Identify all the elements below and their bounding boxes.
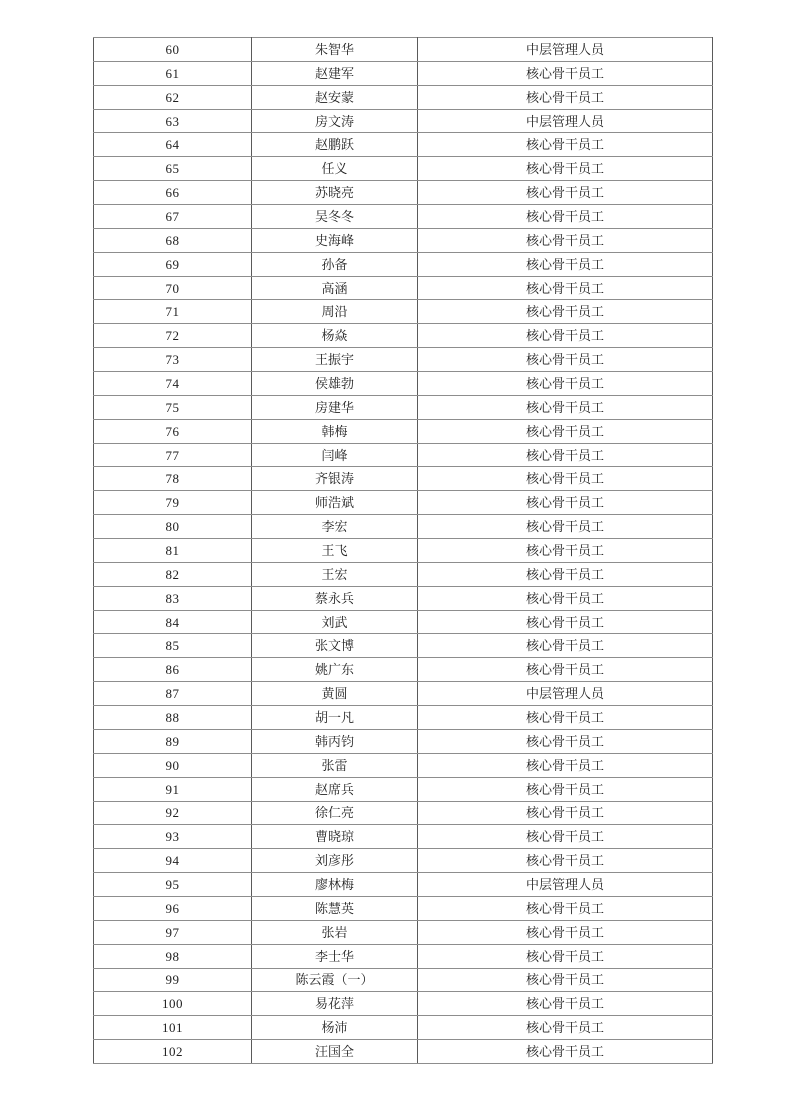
table-row xyxy=(94,1016,713,1040)
employee-name-cell: 高涵 xyxy=(252,276,418,300)
employee-category-cell: 核心骨干员工 xyxy=(418,443,713,467)
row-number-cell: 61 xyxy=(94,61,252,85)
employee-name-cell: 赵安蒙 xyxy=(252,85,418,109)
employee-name-cell: 闫峰 xyxy=(252,443,418,467)
employee-category-cell: 核心骨干员工 xyxy=(418,228,713,252)
employee-name-cell: 张文博 xyxy=(252,634,418,658)
employee-category-cell: 核心骨干员工 xyxy=(418,133,713,157)
table-row xyxy=(94,610,713,634)
employee-category-cell: 核心骨干员工 xyxy=(418,777,713,801)
table-row xyxy=(94,777,713,801)
employee-category-cell: 核心骨干员工 xyxy=(418,920,713,944)
table-row xyxy=(94,706,713,730)
row-number-cell: 84 xyxy=(94,610,252,634)
row-number-cell: 86 xyxy=(94,658,252,682)
table-row xyxy=(94,849,713,873)
row-number-cell: 92 xyxy=(94,801,252,825)
row-number-cell: 85 xyxy=(94,634,252,658)
employee-name-cell: 杨焱 xyxy=(252,324,418,348)
table-row xyxy=(94,825,713,849)
employee-category-cell: 核心骨干员工 xyxy=(418,753,713,777)
employee-category-cell: 核心骨干员工 xyxy=(418,539,713,563)
row-number-cell: 95 xyxy=(94,873,252,897)
employee-category-cell: 核心骨干员工 xyxy=(418,300,713,324)
employee-name-cell: 曹晓琼 xyxy=(252,825,418,849)
row-number-cell: 87 xyxy=(94,682,252,706)
row-number-cell: 101 xyxy=(94,1016,252,1040)
employee-name-cell: 李士华 xyxy=(252,944,418,968)
row-number-cell: 96 xyxy=(94,896,252,920)
row-number-cell: 90 xyxy=(94,753,252,777)
row-number-cell: 91 xyxy=(94,777,252,801)
table-row xyxy=(94,276,713,300)
employee-name-cell: 侯雄勃 xyxy=(252,372,418,396)
employee-name-cell: 赵建军 xyxy=(252,61,418,85)
employee-name-cell: 蔡永兵 xyxy=(252,586,418,610)
employee-name-cell: 齐银涛 xyxy=(252,467,418,491)
employee-category-cell: 核心骨干员工 xyxy=(418,1016,713,1040)
employee-category-cell: 核心骨干员工 xyxy=(418,85,713,109)
table-row xyxy=(94,801,713,825)
employee-name-cell: 任义 xyxy=(252,157,418,181)
employee-name-cell: 陈云霞（一） xyxy=(252,968,418,992)
table-row xyxy=(94,467,713,491)
table-row xyxy=(94,181,713,205)
employee-category-cell: 中层管理人员 xyxy=(418,873,713,897)
employee-name-cell: 杨沛 xyxy=(252,1016,418,1040)
table-row xyxy=(94,753,713,777)
table-row xyxy=(94,85,713,109)
table-row xyxy=(94,348,713,372)
row-number-cell: 98 xyxy=(94,944,252,968)
employee-name-cell: 韩丙钧 xyxy=(252,729,418,753)
employee-category-cell: 核心骨干员工 xyxy=(418,896,713,920)
row-number-cell: 93 xyxy=(94,825,252,849)
employee-category-cell: 核心骨干员工 xyxy=(418,276,713,300)
table-row xyxy=(94,443,713,467)
row-number-cell: 97 xyxy=(94,920,252,944)
employee-name-cell: 王宏 xyxy=(252,562,418,586)
employee-category-cell: 核心骨干员工 xyxy=(418,610,713,634)
row-number-cell: 65 xyxy=(94,157,252,181)
employee-category-cell: 核心骨干员工 xyxy=(418,1040,713,1064)
employee-name-cell: 孙备 xyxy=(252,252,418,276)
employee-category-cell: 核心骨干员工 xyxy=(418,252,713,276)
table-row xyxy=(94,133,713,157)
employee-category-cell: 核心骨干员工 xyxy=(418,181,713,205)
employee-category-cell: 中层管理人员 xyxy=(418,109,713,133)
employee-category-cell: 核心骨干员工 xyxy=(418,157,713,181)
employee-name-cell: 师浩斌 xyxy=(252,491,418,515)
employee-category-cell: 核心骨干员工 xyxy=(418,562,713,586)
row-number-cell: 70 xyxy=(94,276,252,300)
employee-category-cell: 核心骨干员工 xyxy=(418,634,713,658)
employee-name-cell: 王振宇 xyxy=(252,348,418,372)
row-number-cell: 94 xyxy=(94,849,252,873)
table-row xyxy=(94,968,713,992)
employee-name-cell: 李宏 xyxy=(252,515,418,539)
table-row xyxy=(94,372,713,396)
employee-name-cell: 赵鹏跃 xyxy=(252,133,418,157)
employee-category-cell: 核心骨干员工 xyxy=(418,419,713,443)
employee-name-cell: 徐仁亮 xyxy=(252,801,418,825)
employee-name-cell: 张雷 xyxy=(252,753,418,777)
table-row xyxy=(94,920,713,944)
employee-category-cell: 核心骨干员工 xyxy=(418,729,713,753)
employee-category-cell: 核心骨干员工 xyxy=(418,849,713,873)
employee-category-cell: 核心骨干员工 xyxy=(418,348,713,372)
employee-name-cell: 姚广东 xyxy=(252,658,418,682)
employee-category-cell: 核心骨干员工 xyxy=(418,61,713,85)
row-number-cell: 78 xyxy=(94,467,252,491)
table-row xyxy=(94,539,713,563)
employee-name-cell: 易花萍 xyxy=(252,992,418,1016)
employee-category-cell: 核心骨干员工 xyxy=(418,467,713,491)
row-number-cell: 63 xyxy=(94,109,252,133)
table-row xyxy=(94,395,713,419)
table-row xyxy=(94,324,713,348)
table-body xyxy=(94,38,713,1064)
table-row xyxy=(94,419,713,443)
row-number-cell: 73 xyxy=(94,348,252,372)
employee-category-cell: 核心骨干员工 xyxy=(418,586,713,610)
table-row xyxy=(94,873,713,897)
table-row xyxy=(94,38,713,62)
row-number-cell: 69 xyxy=(94,252,252,276)
employee-name-cell: 周沿 xyxy=(252,300,418,324)
employee-name-cell: 胡一凡 xyxy=(252,706,418,730)
row-number-cell: 102 xyxy=(94,1040,252,1064)
table-row xyxy=(94,586,713,610)
row-number-cell: 62 xyxy=(94,85,252,109)
row-number-cell: 79 xyxy=(94,491,252,515)
table-row xyxy=(94,300,713,324)
table-row xyxy=(94,61,713,85)
row-number-cell: 75 xyxy=(94,395,252,419)
row-number-cell: 72 xyxy=(94,324,252,348)
employee-category-cell: 核心骨干员工 xyxy=(418,515,713,539)
employee-roster-table xyxy=(93,37,713,1064)
row-number-cell: 88 xyxy=(94,706,252,730)
row-number-cell: 76 xyxy=(94,419,252,443)
employee-name-cell: 苏晓亮 xyxy=(252,181,418,205)
employee-category-cell: 核心骨干员工 xyxy=(418,491,713,515)
employee-name-cell: 汪国全 xyxy=(252,1040,418,1064)
row-number-cell: 81 xyxy=(94,539,252,563)
employee-category-cell: 中层管理人员 xyxy=(418,682,713,706)
employee-category-cell: 核心骨干员工 xyxy=(418,992,713,1016)
row-number-cell: 77 xyxy=(94,443,252,467)
table-row xyxy=(94,1040,713,1064)
employee-name-cell: 房建华 xyxy=(252,395,418,419)
row-number-cell: 68 xyxy=(94,228,252,252)
table-row xyxy=(94,109,713,133)
table-row xyxy=(94,515,713,539)
employee-name-cell: 赵席兵 xyxy=(252,777,418,801)
employee-category-cell: 核心骨干员工 xyxy=(418,706,713,730)
row-number-cell: 66 xyxy=(94,181,252,205)
row-number-cell: 71 xyxy=(94,300,252,324)
employee-name-cell: 陈慧英 xyxy=(252,896,418,920)
employee-category-cell: 核心骨干员工 xyxy=(418,801,713,825)
employee-category-cell: 核心骨干员工 xyxy=(418,205,713,229)
row-number-cell: 100 xyxy=(94,992,252,1016)
row-number-cell: 99 xyxy=(94,968,252,992)
table-row xyxy=(94,896,713,920)
table-row xyxy=(94,157,713,181)
employee-name-cell: 廖林梅 xyxy=(252,873,418,897)
table-row xyxy=(94,944,713,968)
table-row xyxy=(94,658,713,682)
row-number-cell: 64 xyxy=(94,133,252,157)
employee-name-cell: 史海峰 xyxy=(252,228,418,252)
employee-category-cell: 核心骨干员工 xyxy=(418,968,713,992)
table-row xyxy=(94,491,713,515)
employee-name-cell: 韩梅 xyxy=(252,419,418,443)
employee-category-cell: 核心骨干员工 xyxy=(418,395,713,419)
row-number-cell: 60 xyxy=(94,38,252,62)
employee-category-cell: 核心骨干员工 xyxy=(418,944,713,968)
employee-name-cell: 吴冬冬 xyxy=(252,205,418,229)
employee-category-cell: 核心骨干员工 xyxy=(418,324,713,348)
employee-category-cell: 核心骨干员工 xyxy=(418,658,713,682)
employee-name-cell: 房文涛 xyxy=(252,109,418,133)
employee-category-cell: 核心骨干员工 xyxy=(418,372,713,396)
employee-name-cell: 黄圆 xyxy=(252,682,418,706)
table-row xyxy=(94,992,713,1016)
table-row xyxy=(94,228,713,252)
row-number-cell: 80 xyxy=(94,515,252,539)
table-row xyxy=(94,682,713,706)
table-row xyxy=(94,252,713,276)
row-number-cell: 82 xyxy=(94,562,252,586)
employee-category-cell: 中层管理人员 xyxy=(418,38,713,62)
employee-name-cell: 朱智华 xyxy=(252,38,418,62)
table-row xyxy=(94,634,713,658)
table-row xyxy=(94,729,713,753)
row-number-cell: 67 xyxy=(94,205,252,229)
employee-name-cell: 王飞 xyxy=(252,539,418,563)
employee-category-cell: 核心骨干员工 xyxy=(418,825,713,849)
employee-name-cell: 刘武 xyxy=(252,610,418,634)
row-number-cell: 74 xyxy=(94,372,252,396)
table-row xyxy=(94,562,713,586)
row-number-cell: 83 xyxy=(94,586,252,610)
table-row xyxy=(94,205,713,229)
employee-name-cell: 刘彦彤 xyxy=(252,849,418,873)
row-number-cell: 89 xyxy=(94,729,252,753)
employee-name-cell: 张岩 xyxy=(252,920,418,944)
